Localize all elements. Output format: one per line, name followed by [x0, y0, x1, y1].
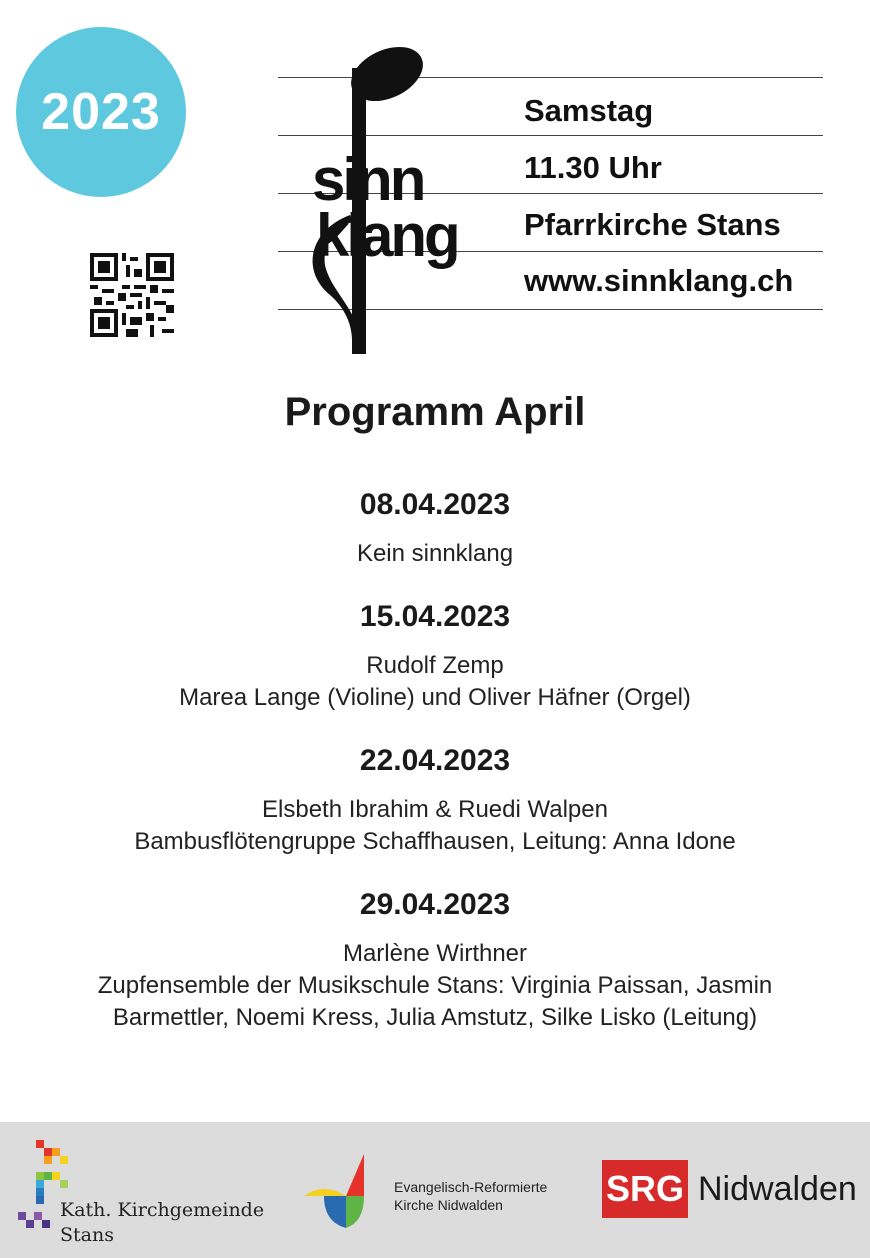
event-date: 08.04.2023 — [359, 488, 511, 521]
program-list — [0, 486, 870, 1062]
program-event — [0, 886, 870, 1034]
event-line: Marlène Wirthner — [342, 940, 528, 967]
sinnklang-logo — [290, 40, 490, 360]
info-website-link[interactable]: www.sinnklang.ch — [524, 263, 794, 298]
kath-line2: Stans — [60, 1224, 114, 1246]
year-label: 2023 — [41, 83, 161, 141]
evangelisch-reformierte-label — [394, 1178, 547, 1214]
event-date: 15.04.2023 — [359, 600, 511, 633]
event-date: 29.04.2023 — [359, 888, 511, 921]
program-event — [0, 598, 870, 714]
program-event — [0, 742, 870, 858]
srg-logo: SRG — [602, 1160, 688, 1218]
kath-line1: Kath. Kirchgemeinde — [60, 1199, 265, 1221]
info-day: Samstag — [524, 93, 654, 128]
program-title: Programm April — [284, 390, 586, 434]
program-event — [0, 486, 870, 570]
event-line: Barmettler, Noemi Kress, Julia Amstutz, Silke Lisko (Leitung) — [112, 1004, 758, 1031]
event-line: Kein sinnklang — [356, 540, 514, 567]
srg-region-label: Nidwalden — [698, 1170, 857, 1208]
logo-word-bottom: klang — [316, 202, 458, 269]
qr-code-icon[interactable] — [90, 253, 174, 337]
event-line: Elsbeth Ibrahim & Ruedi Walpen — [262, 796, 608, 823]
event-line: Rudolf Zemp — [366, 652, 504, 679]
evangelisch-reformierte-logo-icon — [302, 1152, 382, 1232]
year-badge — [16, 27, 186, 197]
info-time: 11.30 Uhr — [524, 150, 662, 185]
ref-line1: Evangelisch-Reformierte — [394, 1179, 548, 1195]
info-location: Pfarrkirche Stans — [524, 207, 781, 242]
event-line: Marea Lange (Violine) und Oliver Häfner (Orgel) — [179, 684, 691, 711]
event-line: Bambusflötengruppe Schaffhausen, Leitung: Anna Idone — [134, 828, 736, 855]
logo-word-top: sinn — [312, 146, 424, 213]
sponsor-footer — [0, 1122, 870, 1258]
event-date: 22.04.2023 — [359, 744, 511, 777]
event-line: Zupfensemble der Musikschule Stans: Virginia Paissan, Jasmin — [97, 972, 773, 999]
ref-line2: Kirche Nidwalden — [394, 1197, 503, 1213]
kath-kirchgemeinde-label — [60, 1198, 264, 1248]
